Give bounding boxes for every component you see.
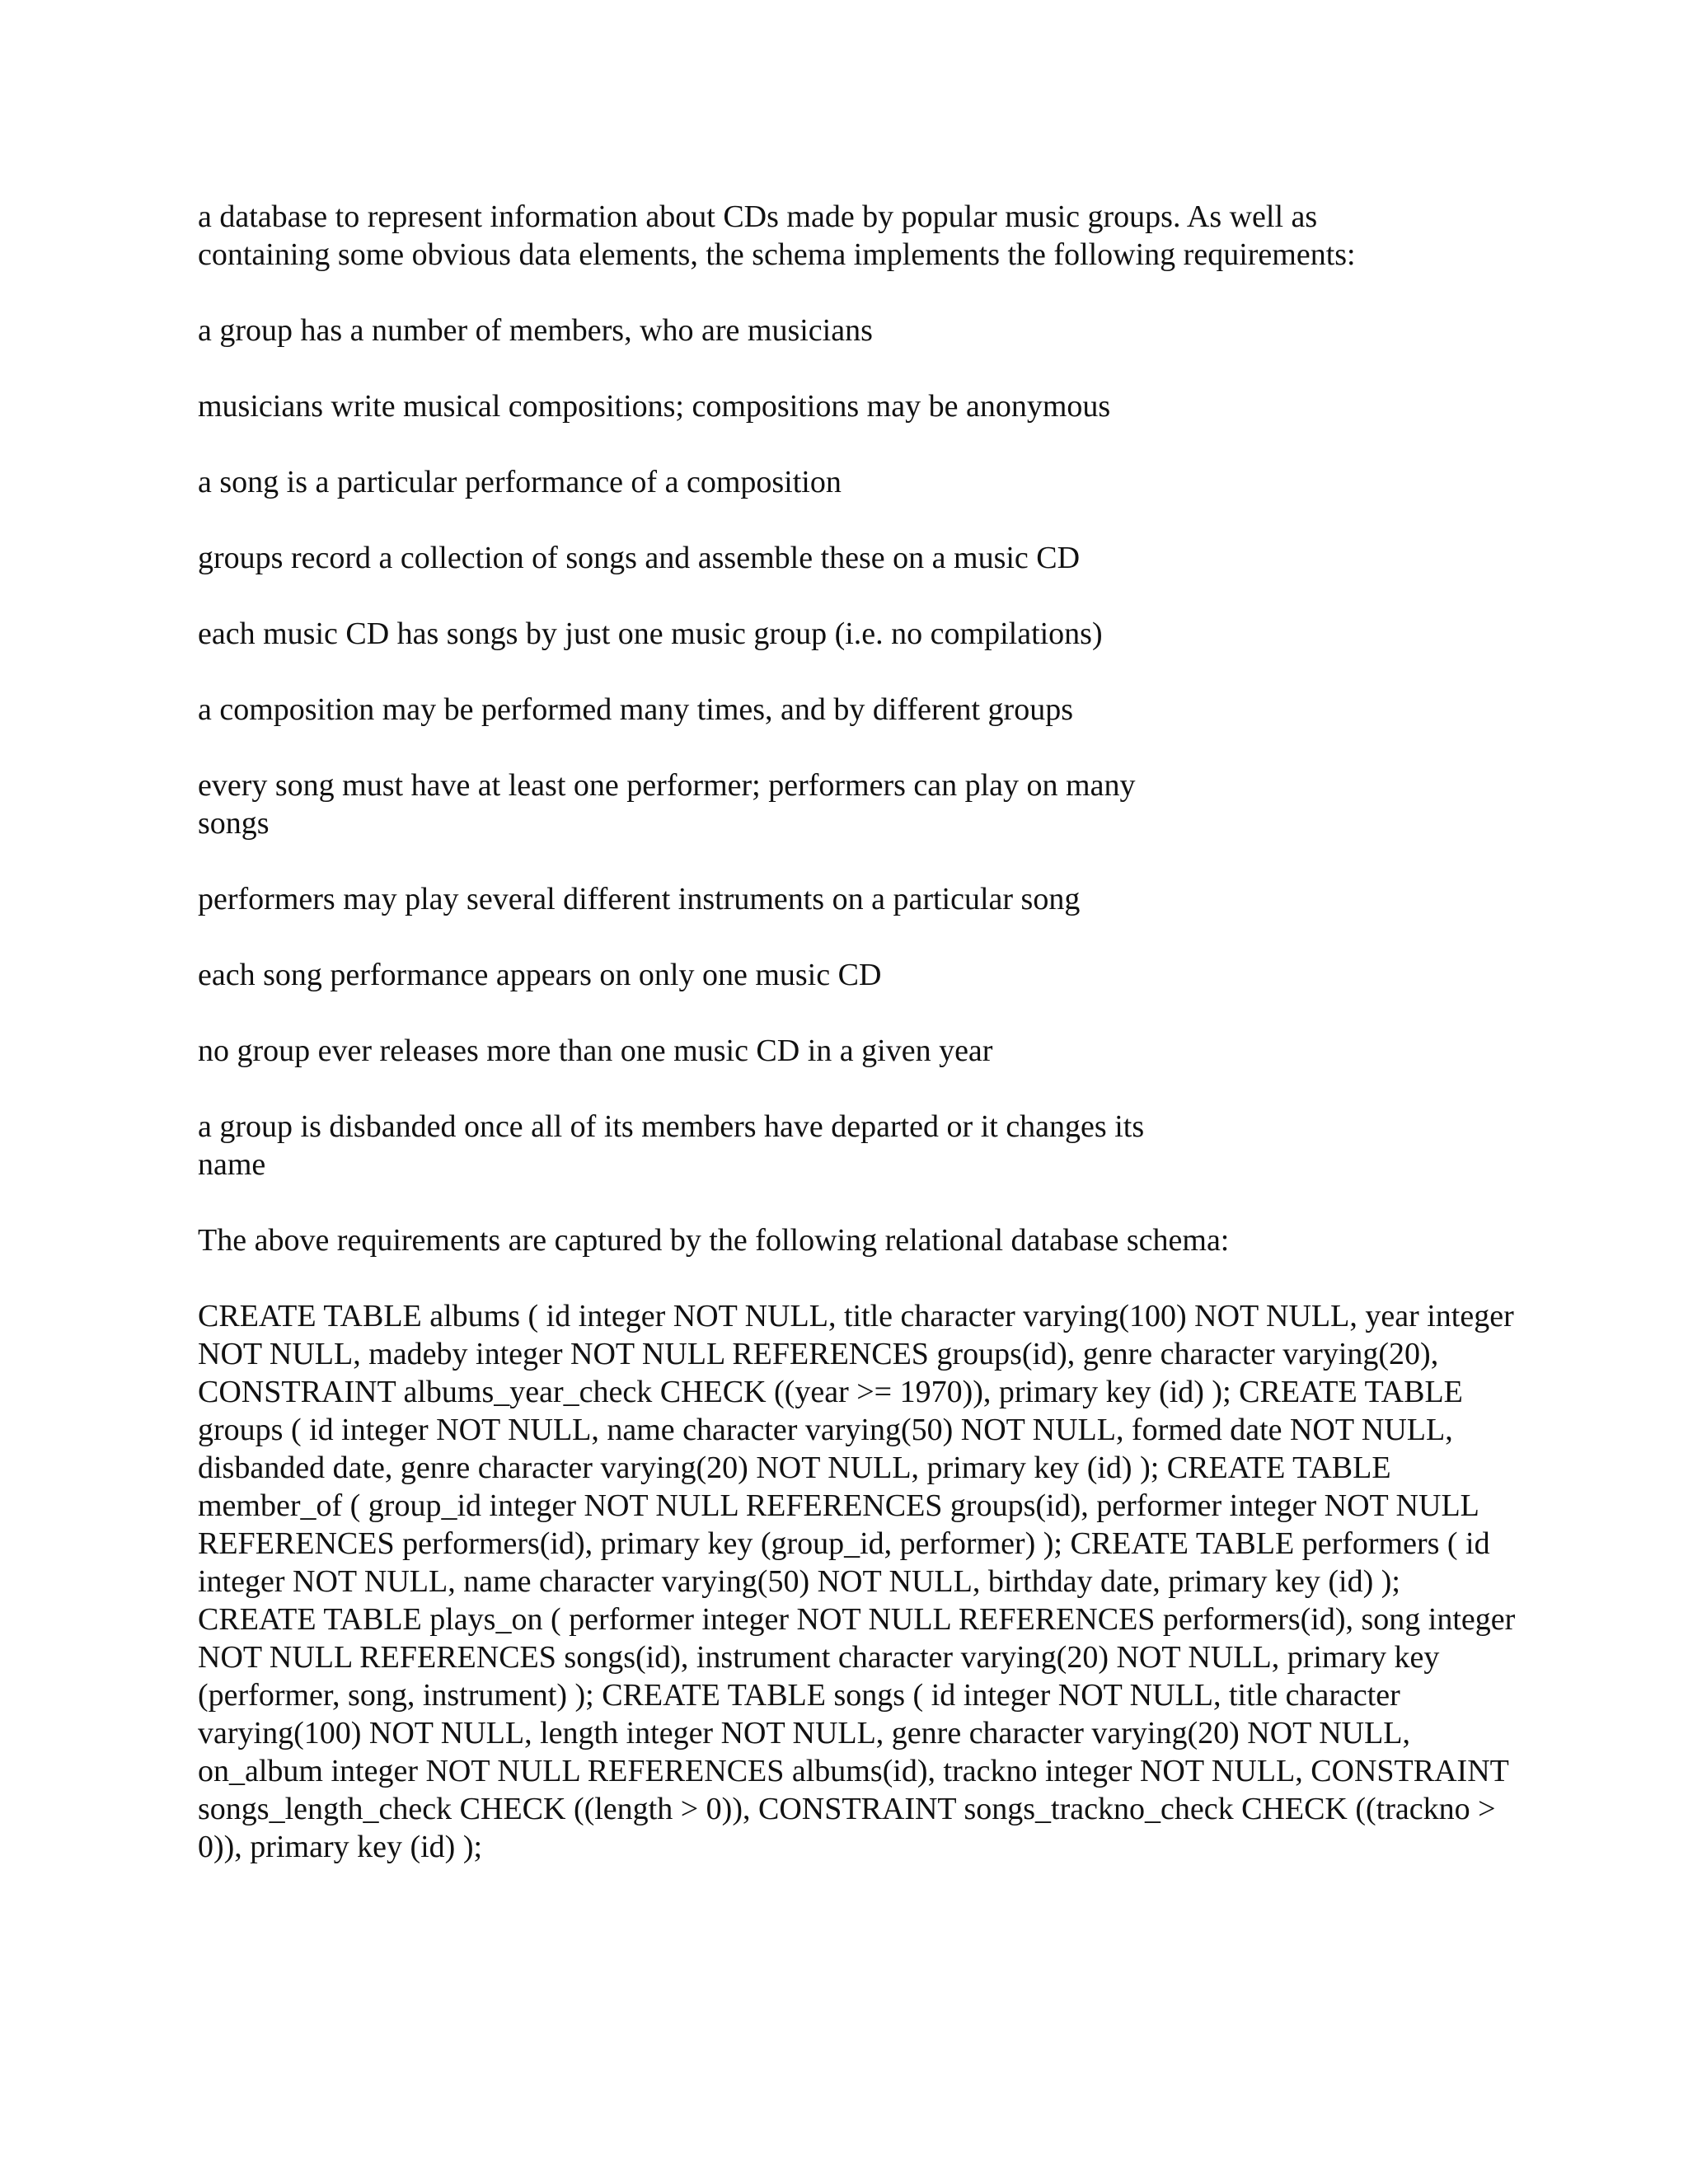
requirement-item: every song must have at least one performer; performers can play on many songs [198,768,1136,841]
schema-sql-text: CREATE TABLE albums ( id integer NOT NULL, title character varying(100) NOT NULL, year integer NOT NULL, madeby integer NOT NULL REFERENCES groups(id), genre character varying(20), CONSTRAINT albums_year_check CHECK ((year >= 1970)), primary key (id) ); CREATE TABLE groups ( id integer NOT NULL, name character varying(50) NOT NULL, formed date NOT NULL, disbanded date, genre character varying(20) NOT NULL, primary key (id) ); CREATE TABLE member_of ( group_id integer NOT NULL REFERENCES groups(id), performer integer NOT NULL REFERENCES performers(id), primary key (group_id, performer) ); CREATE TABLE performers ( id integer NOT NULL, name character varying(50) NOT NULL, birthday date, primary key (id) ); CREATE TABLE plays_on ( performer integer NOT NULL REFERENCES performers(id), song integer NOT NULL REFERENCES songs(id), instrument character varying(20) NOT NULL, primary key (performer, song, instrument) ); CREATE TABLE songs ( id integer NOT NULL, title character varying(100) NOT NULL, length integer NOT NULL, genre character varying(20) NOT NULL, on_album integer NOT NULL REFERENCES albums(id), trackno integer NOT NULL, CONSTRAINT songs_length_check CHECK ((length > 0)), CONSTRAINT songs_trackno_check CHECK ((trackno > 0)), primary key (id) ); [198,1299,1516,1864]
requirement-item: groups record a collection of songs and assemble these on a music CD [198,541,1081,575]
requirement-item: each music CD has songs by just one music group (i.e. no compilations) [198,616,1103,651]
requirement-item: each song performance appears on only one music CD [198,958,882,992]
requirement-item: a group is disbanded once all of its members have departed or it changes its name [198,1109,1145,1182]
requirement-item: a song is a particular performance of a composition [198,465,842,499]
schema-intro: The above requirements are captured by the following relational database schema: [198,1223,1230,1258]
intro-paragraph: a database to represent information about CDs made by popular music groups. As well as containing some obvious data elements, the schema implements the following requirements: [198,199,1356,272]
requirement-item: musicians write musical compositions; compositions may be anonymous [198,389,1111,424]
requirement-item: performers may play several different instruments on a particular song [198,882,1081,916]
requirement-item: no group ever releases more than one music CD in a given year [198,1033,993,1068]
requirement-item: a group has a number of members, who are musicians [198,313,873,348]
document-body [198,198,1517,1866]
requirement-item: a composition may be performed many times, and by different groups [198,692,1073,727]
